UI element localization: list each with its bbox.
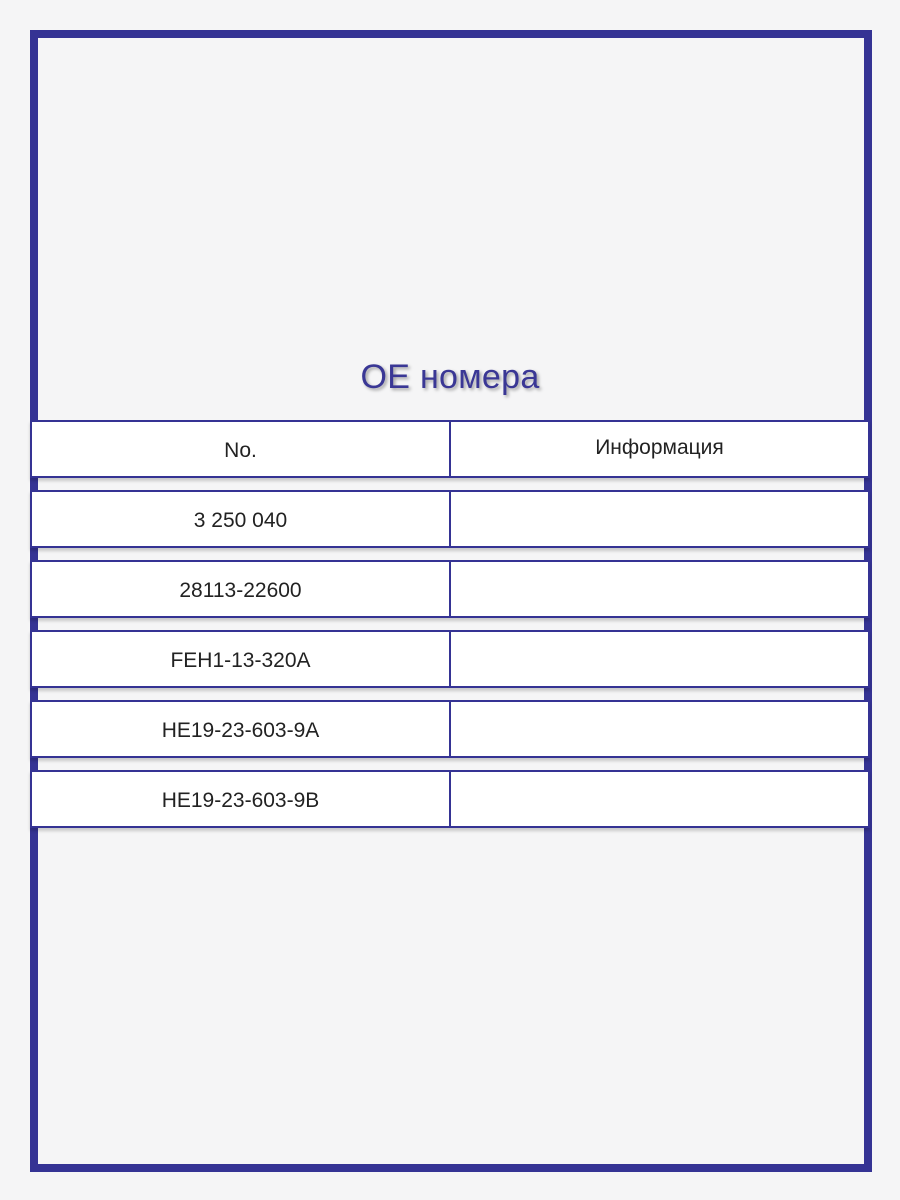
table-row bbox=[30, 560, 870, 618]
info-cell bbox=[451, 702, 868, 756]
table-row bbox=[30, 490, 870, 548]
table-row bbox=[30, 700, 870, 758]
oe-number-cell: 28113-22600 bbox=[32, 562, 451, 616]
table-row bbox=[30, 770, 870, 828]
table-row bbox=[30, 630, 870, 688]
oe-number-cell: HE19-23-603-9B bbox=[32, 772, 451, 826]
header-cell-no: No. bbox=[32, 422, 451, 476]
oe-number-cell: FEH1-13-320A bbox=[32, 632, 451, 686]
header-cell-info: Информация bbox=[595, 436, 724, 459]
oe-number-cell: 3 250 040 bbox=[32, 492, 451, 546]
page-title: OE номера bbox=[360, 358, 540, 396]
info-cell bbox=[451, 772, 868, 826]
oe-number-cell: HE19-23-603-9A bbox=[32, 702, 451, 756]
info-cell bbox=[451, 632, 868, 686]
table-header-row bbox=[30, 420, 870, 478]
info-cell bbox=[451, 562, 868, 616]
info-cell bbox=[451, 492, 868, 546]
